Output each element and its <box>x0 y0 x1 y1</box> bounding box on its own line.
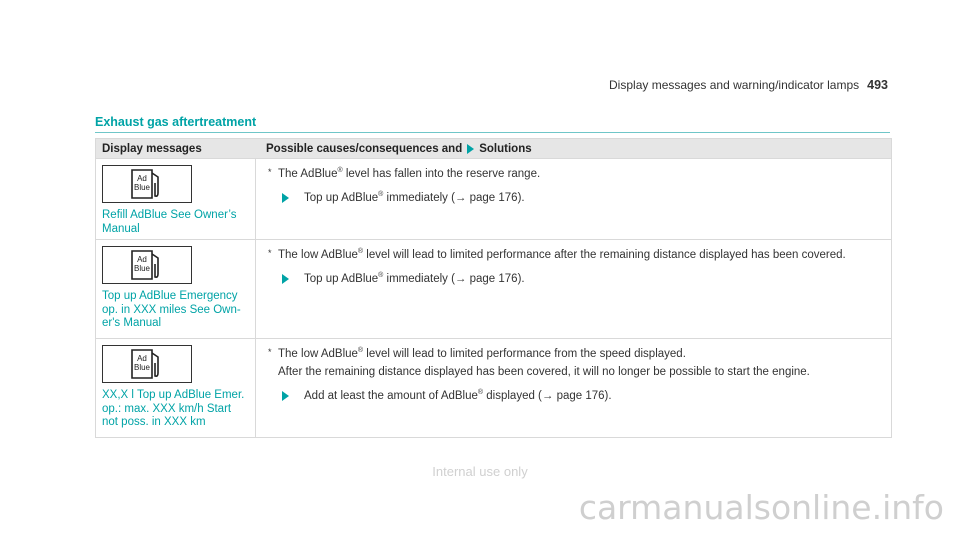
footnote-mark: * <box>268 347 272 357</box>
registered-mark: ® <box>337 167 343 175</box>
adblue-icon-label-blue: Blue <box>133 264 151 273</box>
cause-part-a: The low AdBlue <box>278 249 358 261</box>
solution-step <box>266 271 881 287</box>
causes-solutions-cell <box>256 240 891 338</box>
running-header <box>609 78 888 92</box>
solution-part-a: Top up AdBlue <box>304 273 379 285</box>
col-header-display-messages: Display messages <box>102 142 202 155</box>
col-header-causes-solutions <box>256 139 891 158</box>
watermark: Internal use only <box>432 464 528 479</box>
arrow-right-icon <box>282 193 289 203</box>
cause-text <box>266 346 881 362</box>
registered-mark: ® <box>378 191 384 199</box>
display-message-text: Top up AdBlue Emergency op. in XXX miles See Own-er's Manual <box>102 290 241 329</box>
adblue-icon-label-ad: Ad <box>137 174 147 183</box>
display-message-text: XX,X l Top up AdBlue Emer. op.: max. XXX km/h Start not poss. in XXX km <box>102 389 245 428</box>
page-number: 493 <box>867 78 888 92</box>
solution-part-b: displayed (→ page 176). <box>483 390 612 402</box>
adblue-icon-label-ad: Ad <box>137 354 147 363</box>
cause-text <box>266 166 881 182</box>
registered-mark: ® <box>357 248 364 256</box>
section-divider <box>95 132 890 133</box>
arrow-right-icon <box>282 274 289 284</box>
col-header-solutions: Solutions <box>479 142 532 155</box>
arrow-right-icon <box>282 391 289 401</box>
solution-part-a: Add at least the amount of AdBlue <box>304 390 478 402</box>
cause-text <box>266 247 881 263</box>
col-header-causes: Possible causes/consequences and <box>266 142 463 155</box>
display-message-cell <box>96 339 256 437</box>
cause-part-a: The AdBlue <box>278 168 338 180</box>
solution-part-b: immediately (→ page 176). <box>383 273 525 285</box>
adblue-icon <box>102 165 192 203</box>
solution-step <box>266 388 881 404</box>
footnote-mark: * <box>268 167 272 177</box>
table-row <box>96 158 891 239</box>
display-message-cell <box>96 240 256 338</box>
causes-solutions-cell <box>256 339 891 437</box>
cause-part-b: level will lead to limited performance from the speed displayed. <box>363 348 686 360</box>
solution-part-a: Top up AdBlue <box>304 192 379 204</box>
registered-mark: ® <box>477 389 484 397</box>
arrow-right-icon <box>467 144 474 154</box>
section-title: Exhaust gas aftertreatment <box>95 115 257 129</box>
running-header-title: Display messages and warning/indicator lamps <box>609 78 860 92</box>
registered-mark: ® <box>378 272 384 280</box>
adblue-icon-label-blue: Blue <box>133 363 151 372</box>
table-row <box>96 239 891 338</box>
cause-extra-text: After the remaining distance displayed has been covered, it will no longer be possible to start the engine. <box>278 366 810 378</box>
solution-part-b: immediately (→ page 176). <box>383 192 525 204</box>
registered-mark: ® <box>357 347 364 355</box>
adblue-icon <box>102 246 192 284</box>
adblue-icon-label-ad: Ad <box>137 255 147 264</box>
cause-part-b: level will lead to limited performance after the remaining distance displayed has been covered. <box>363 249 846 261</box>
cause-part-a: The low AdBlue <box>278 348 358 360</box>
causes-solutions-cell <box>256 159 891 239</box>
table-row <box>96 338 891 437</box>
cause-part-b: level has fallen into the reserve range. <box>342 168 541 180</box>
site-watermark: carmanualsonline.info <box>578 488 944 527</box>
display-message-cell <box>96 159 256 239</box>
adblue-icon-label-blue: Blue <box>133 183 151 192</box>
adblue-icon <box>102 345 192 383</box>
footnote-mark: * <box>268 248 272 258</box>
display-message-text: Refill AdBlue See Owner’s Manual <box>102 209 237 235</box>
table-header <box>96 139 891 158</box>
messages-table <box>95 138 892 438</box>
solution-step <box>266 190 881 206</box>
